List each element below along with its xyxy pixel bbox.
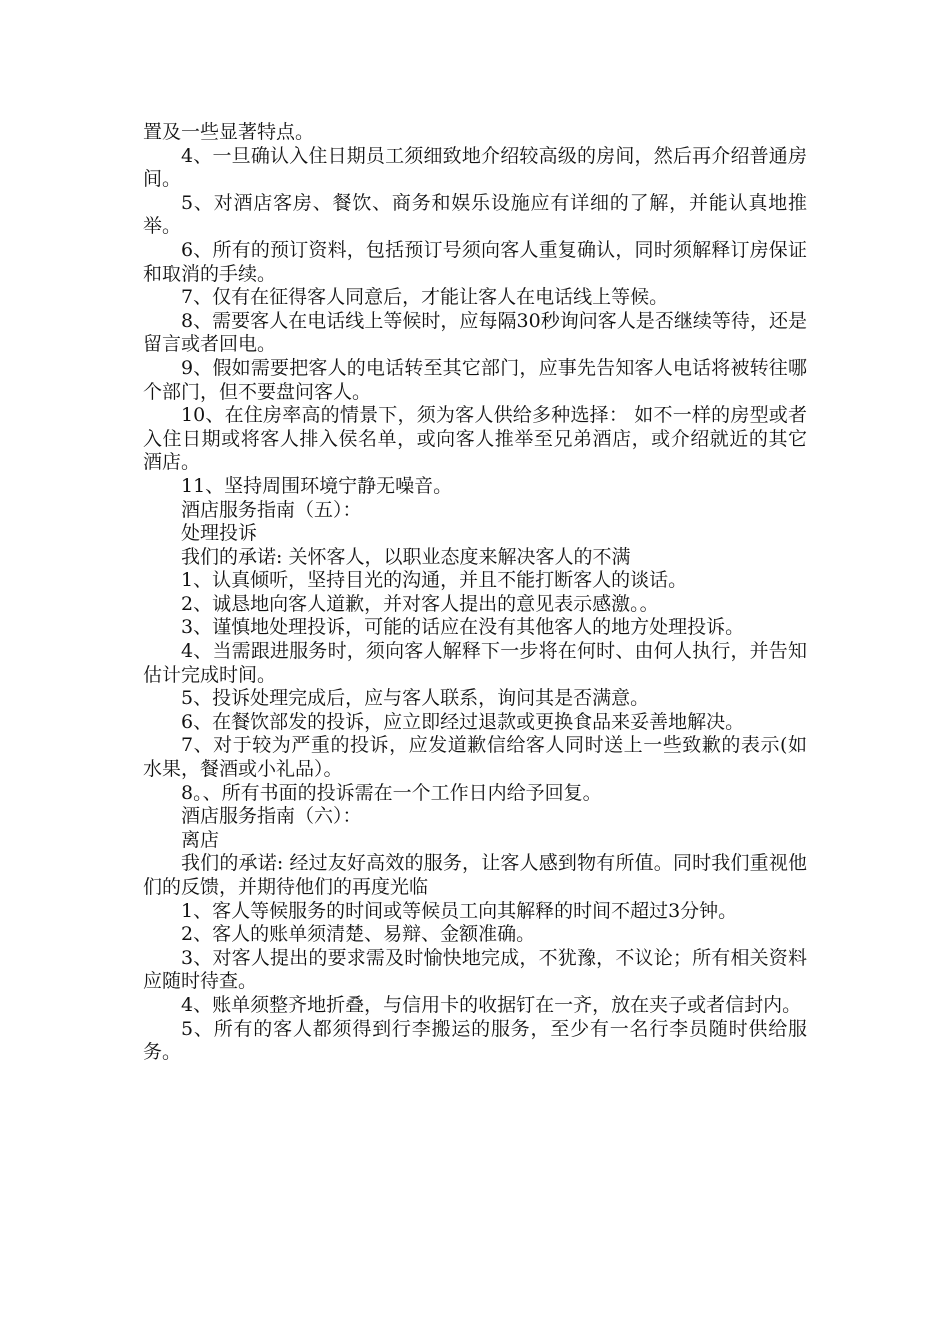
paragraph: 置及一些显著特点。: [143, 121, 315, 143]
paragraph: 2、客人的账单须清楚、易辩、金额准确。: [181, 923, 536, 946]
paragraph: 4、账单须整齐地折叠，与信用卡的收据钉在一齐，放在夹子或者信封内。: [181, 993, 802, 1016]
paragraph: 2、诚恳地向客人道歉，并对客人提出的意见表示感激。。: [181, 592, 659, 615]
paragraph: 11、坚持周围环境宁静无噪音。: [181, 474, 453, 497]
paragraph: 6、所有的预订资料，包括预订号须向客人重复确认，同时须解释订房保证和取消的手续。: [143, 238, 807, 285]
promise-statement: 我们的承诺: 关怀客人，以职业态度来解决客人的不满: [181, 545, 631, 568]
section-heading: 酒店服务指南（五）：: [181, 498, 362, 521]
paragraph: 5、对酒店客房、餐饮、商务和娱乐设施应有详细的了解，并能认真地推举。: [143, 191, 807, 238]
paragraph: 5、所有的客人都须得到行李搬运的服务，至少有一名行李员随时供给服务。: [143, 1017, 807, 1064]
section-heading: 酒店服务指南（六）：: [181, 805, 362, 828]
promise-statement: 我们的承诺: 经过友好高效的服务，让客人感到物有所值。同时我们重视他们的反馈，并期待他们的再度光临: [143, 852, 807, 898]
section-subheading: 离店: [181, 828, 220, 851]
paragraph: 7、仅有在征得客人同意后，才能让客人在电话线上等候。: [181, 286, 669, 309]
paragraph: 6、在餐饮部发的投诉，应立即经过退款或更换食品来妥善地解决。: [181, 710, 745, 733]
section-subheading: 处理投诉: [181, 522, 258, 545]
paragraph: 8。、所有书面的投诉需在一个工作日内给予回复。: [181, 781, 602, 804]
paragraph: 9、假如需要把客人的电话转至其它部门，应事先告知客人电话将被转往哪个部门，但不要盘问客人。: [143, 356, 807, 403]
paragraph: 7、对于较为严重的投诉，应发道歉信给客人同时送上一些致歉的表示(如水果，餐酒或小礼品）。: [143, 734, 807, 781]
paragraph: 1、认真倾听，坚持目光的沟通，并且不能打断客人的谈话。: [181, 569, 688, 592]
paragraph: 4、一旦确认入住日期员工须细致地介绍较高级的房间，然后再介绍普通房间。: [143, 144, 807, 191]
paragraph: 3、谨慎地处理投诉，可能的话应在没有其他客人的地方处理投诉。: [181, 616, 745, 639]
paragraph: 4、当需跟进服务时，须向客人解释下一步将在何时、由何人执行，并告知估计完成时间。: [143, 640, 807, 686]
paragraph: 8、需要客人在电话线上等候时，应每隔30秒询问客人是否继续等待，还是留言或者回电。: [143, 309, 807, 356]
paragraph: 10、在住房率高的情景下，须为客人供给多种选择： 如不一样的房型或者入住日期或将客人排入侯名单，或向客人推举至兄弟酒店，或介绍就近的其它酒店。: [143, 404, 807, 474]
paragraph: 1、客人等候服务的时间或等候员工向其解释的时间不超过3分钟。: [181, 899, 738, 922]
document-body: [143, 121, 807, 1065]
paragraph: 5、投诉处理完成后，应与客人联系，询问其是否满意。: [181, 687, 650, 710]
paragraph: 3、对客人提出的要求需及时愉快地完成，不犹豫，不议论；所有相关资料应随时待查。: [143, 946, 807, 993]
